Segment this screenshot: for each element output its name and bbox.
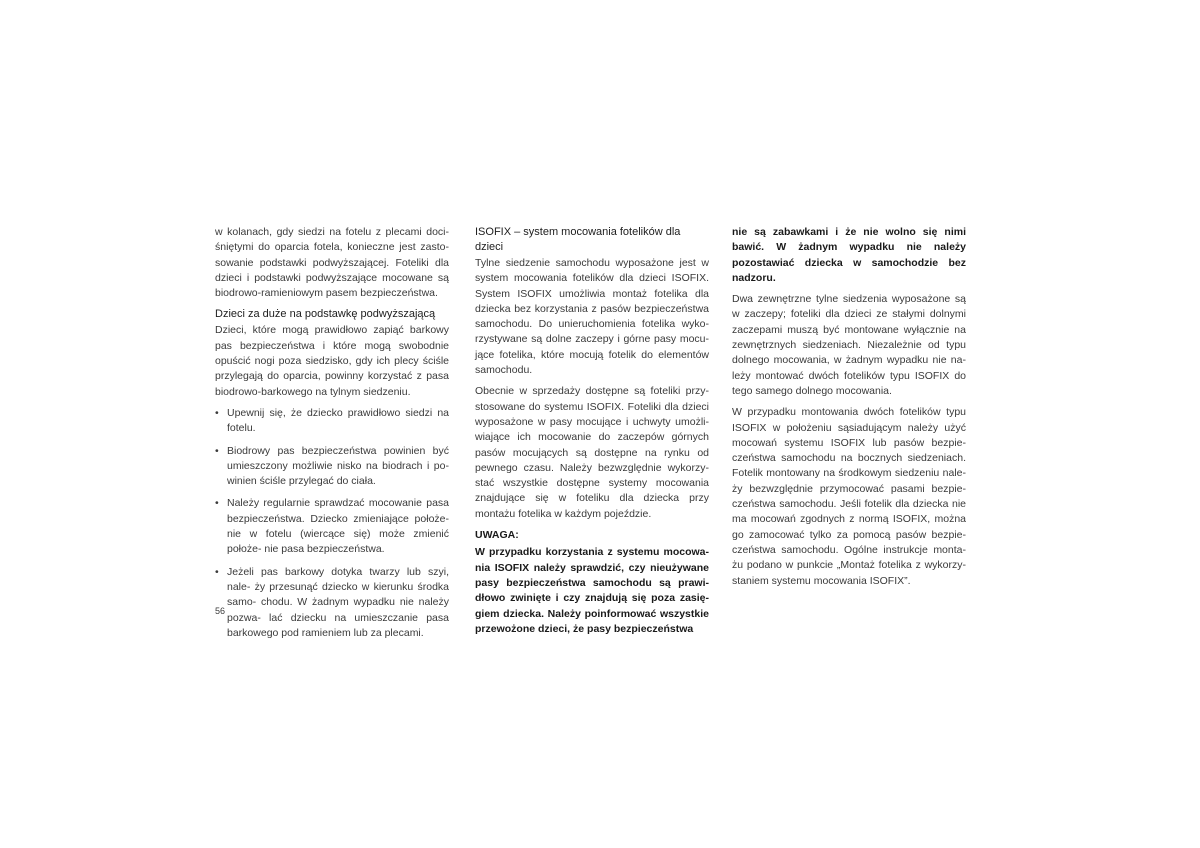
column-middle (475, 225, 709, 643)
bullet-icon: • (215, 444, 219, 457)
isofix-paragraph-1: Tylne siedzenie samochodu wyposażone jest w system mocowania fotelików dla dzieci ISOFIX. System ISOFIX umożliwia montaż fotelika dla dziecka bez korzystania z pasów bezpieczeństwa samochodu. Do unieruchomienia fotelika wyko- rzystywane są dolne zaczepy i górne pasy mocu- jące fotelika, które mocują fotelik do elementów samochodu. (475, 257, 709, 377)
bullet-icon: • (215, 497, 219, 510)
two-seats-paragraph: W przypadku montowania dwóch fotelików typu ISOFIX w położeniu sąsiadującym należy użyć mocowań systemu ISOFIX lub pasów bezpie- czeństwa samochodu na bocznych siedzeniach. Fotelik montowany na środkowym siedzeniu nale- ży bezwzględnie przymocować pasami bezpie- czeństwa samochodu. Jeśli fotelik dla dziecka nie ma mocowań zgodnych z normą ISOFIX, można go zamocować tylko za pomocą pasów bezpie- czeństwa samochodu. Ogólne instrukcje monta- żu podano w punkcie „Montaż fotelika z wykorzy- staniem systemu mocowania ISOFIX”. (732, 406, 966, 587)
column-left (215, 225, 449, 648)
list-item (215, 444, 449, 490)
section-heading-older-children: Dzieci za duże na podstawkę podwyższającą (215, 308, 436, 321)
list-item-text: Biodrowy pas bezpieczeństwa powinien być umieszczony możliwie nisko na biodrach i po- winien ściśle przylegać do ciała. (227, 444, 449, 488)
bullet-icon: • (215, 565, 219, 578)
list-item-text: Jeżeli pas barkowy dotyka twarzy lub szyi, nale- ży przesunąć dziecko w kierunku środka samo- chodu. W żadnym wypadku nie należy pozwa- lać dziecku na umieszczanie pasa barkowego pod ramieniem lub za plecami. (227, 565, 449, 639)
warning-title: UWAGA: (475, 529, 519, 542)
warning-continuation: nie są zabawkami i że nie wolno się nimi bawić. W żadnym wypadku nie należy pozostawiać dziecka w samochodzie bez nadzoru. (732, 226, 966, 284)
intro-paragraph: w kolanach, gdy siedzi na fotelu z plecami doci- śniętymi do oparcia fotela, konieczne jest zasto- sowanie podstawki podwyższającej. Foteliki dla dzieci i podstawki podwyższające mocowane są biodrowo-ramieniowym pasem bezpieczeństwa. (215, 226, 449, 300)
warning-text: W przypadku korzystania z systemu mocowa- nia ISOFIX należy sprawdzić, czy nieużywane pasy bezpieczeństwa samochodu są prawi- dłowo zwinięte i czy znajdują się poza zasię- giem dziecka. Należy poinformować wszystkie przewożone dzieci, że pasy bezpieczeństwa (475, 546, 709, 635)
outer-seats-paragraph: Dwa zewnętrzne tylne siedzenia wyposażone są w zaczepy; foteliki dla dzieci ze stałymi dolnymi zaczepami muszą być montowane wyłącznie na zewnętrznych siedzeniach. Niezależnie od typu dolnego mocowania, w żadnym wypadku nie na- leży montować dwóch fotelików typu ISOFIX do tego samego dolnego mocowania. (732, 293, 966, 397)
section-heading-isofix: ISOFIX – system mocowania fotelików dla dzieci (475, 226, 681, 253)
list-item (215, 565, 449, 641)
list-item (215, 496, 449, 557)
isofix-paragraph-2: Obecnie w sprzedaży dostępne są foteliki przy- stosowane do systemu ISOFIX. Foteliki dla dzieci wyposażone w pasy mocujące i uchwyty umożli- wiające ich mocowanie do zaczepów górnych pasów mocujących są dostępne na rynku od pewnego czasu. Należy bezwzględnie wykorzy- stać wszystkie dostępne systemy mocowania znajdujące się w foteliku dla dziecka przy montażu fotelika w każdym pojeździe. (475, 385, 709, 520)
list-item-text: Należy regularnie sprawdzać mocowanie pasa bezpieczeństwa. Dziecko zmieniające położe- nie w fotelu (wiercące się) może zmienić położe- nie pasa bezpieczeństwa. (227, 497, 449, 556)
list-item-text: Upewnij się, że dziecko prawidłowo siedzi na fotelu. (227, 406, 449, 435)
page-number: 56 (215, 606, 226, 616)
bullet-list (215, 406, 449, 641)
older-children-paragraph: Dzieci, które mogą prawidłowo zapiąć barkowy pas bezpieczeństwa i które mogą swobodnie opuścić nogi poza siedzisko, gdy ich plecy ściśle przylegają do oparcia, powinny korzystać z pasa biodrowo-barkowego na tylnym siedzeniu. (215, 324, 449, 398)
bullet-icon: • (215, 406, 219, 419)
list-item (215, 406, 449, 437)
column-right (732, 225, 966, 595)
